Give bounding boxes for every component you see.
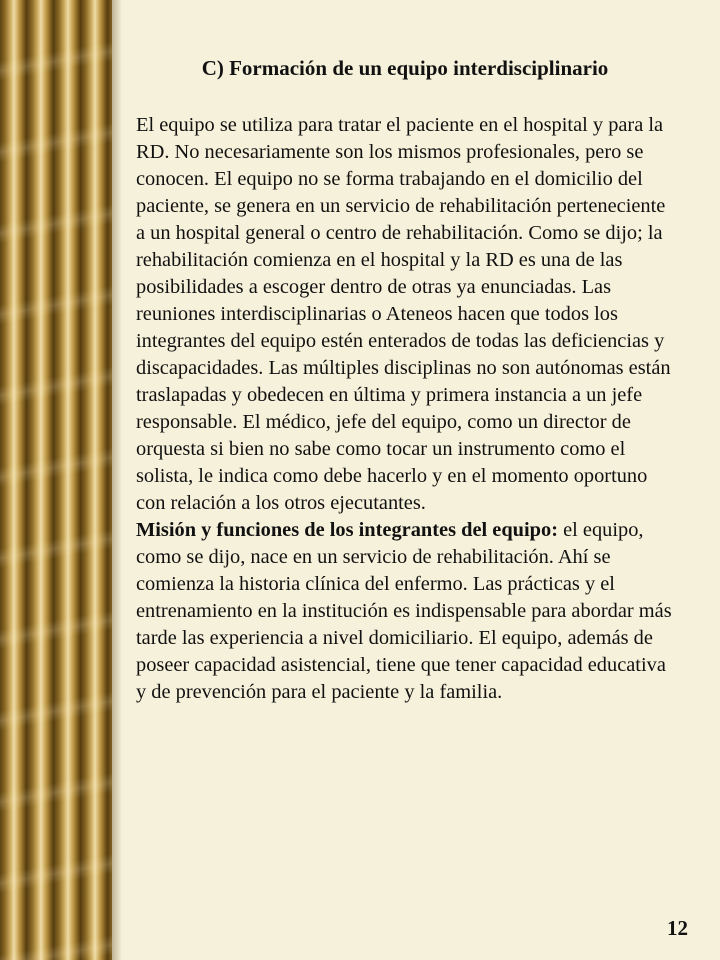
gold-curtain-border — [0, 0, 112, 960]
slide-title: C) Formación de un equipo interdisciplinario — [201, 56, 609, 80]
slide-content — [136, 54, 674, 706]
paragraph-mision — [136, 517, 674, 706]
page-number: 12 — [667, 916, 688, 940]
paragraph-equipo: El equipo se utiliza para tratar el paciente en el hospital y para la RD. No necesariamente son los mismos profesionales, pero se conocen. El equipo no se forma trabajando en el domicilio del paciente, se genera en un servicio de rehabilitación perteneciente a un hospital general o centro de rehabilitación. Como se dijo; la rehabilitación comienza en el hospital y la RD es una de las posibilidades a escoger dentro de otras ya enunciadas. Las reuniones interdisciplinarias o Ateneos hacen que todos los integrantes del equipo estén enterados de todas las deficiencias y discapacidades. Las múltiples disciplinas no son autónomas están traslapadas y obedecen en última y primera instancia a un jefe responsable. El médico, jefe del equipo, como un director de orquesta si bien no sabe como tocar un instrumento como el solista, le indica como debe hacerlo y en el momento oportuno con relación a los otros ejecutantes. — [136, 114, 671, 514]
paragraph-mision-lead: Misión y funciones de los integrantes del equipo: — [136, 519, 559, 541]
paragraph-mision-body: el equipo, como se dijo, nace en un servicio de rehabilitación. Ahí se comienza la historia clínica del enfermo. Las prácticas y el entrenamiento en la institución es indispensable para abordar más tarde las experiencia a nivel domiciliario. El equipo, además de poseer capacidad asistencial, tiene que tener capacidad educativa y de prevención para el paciente y la familia. — [136, 519, 672, 703]
